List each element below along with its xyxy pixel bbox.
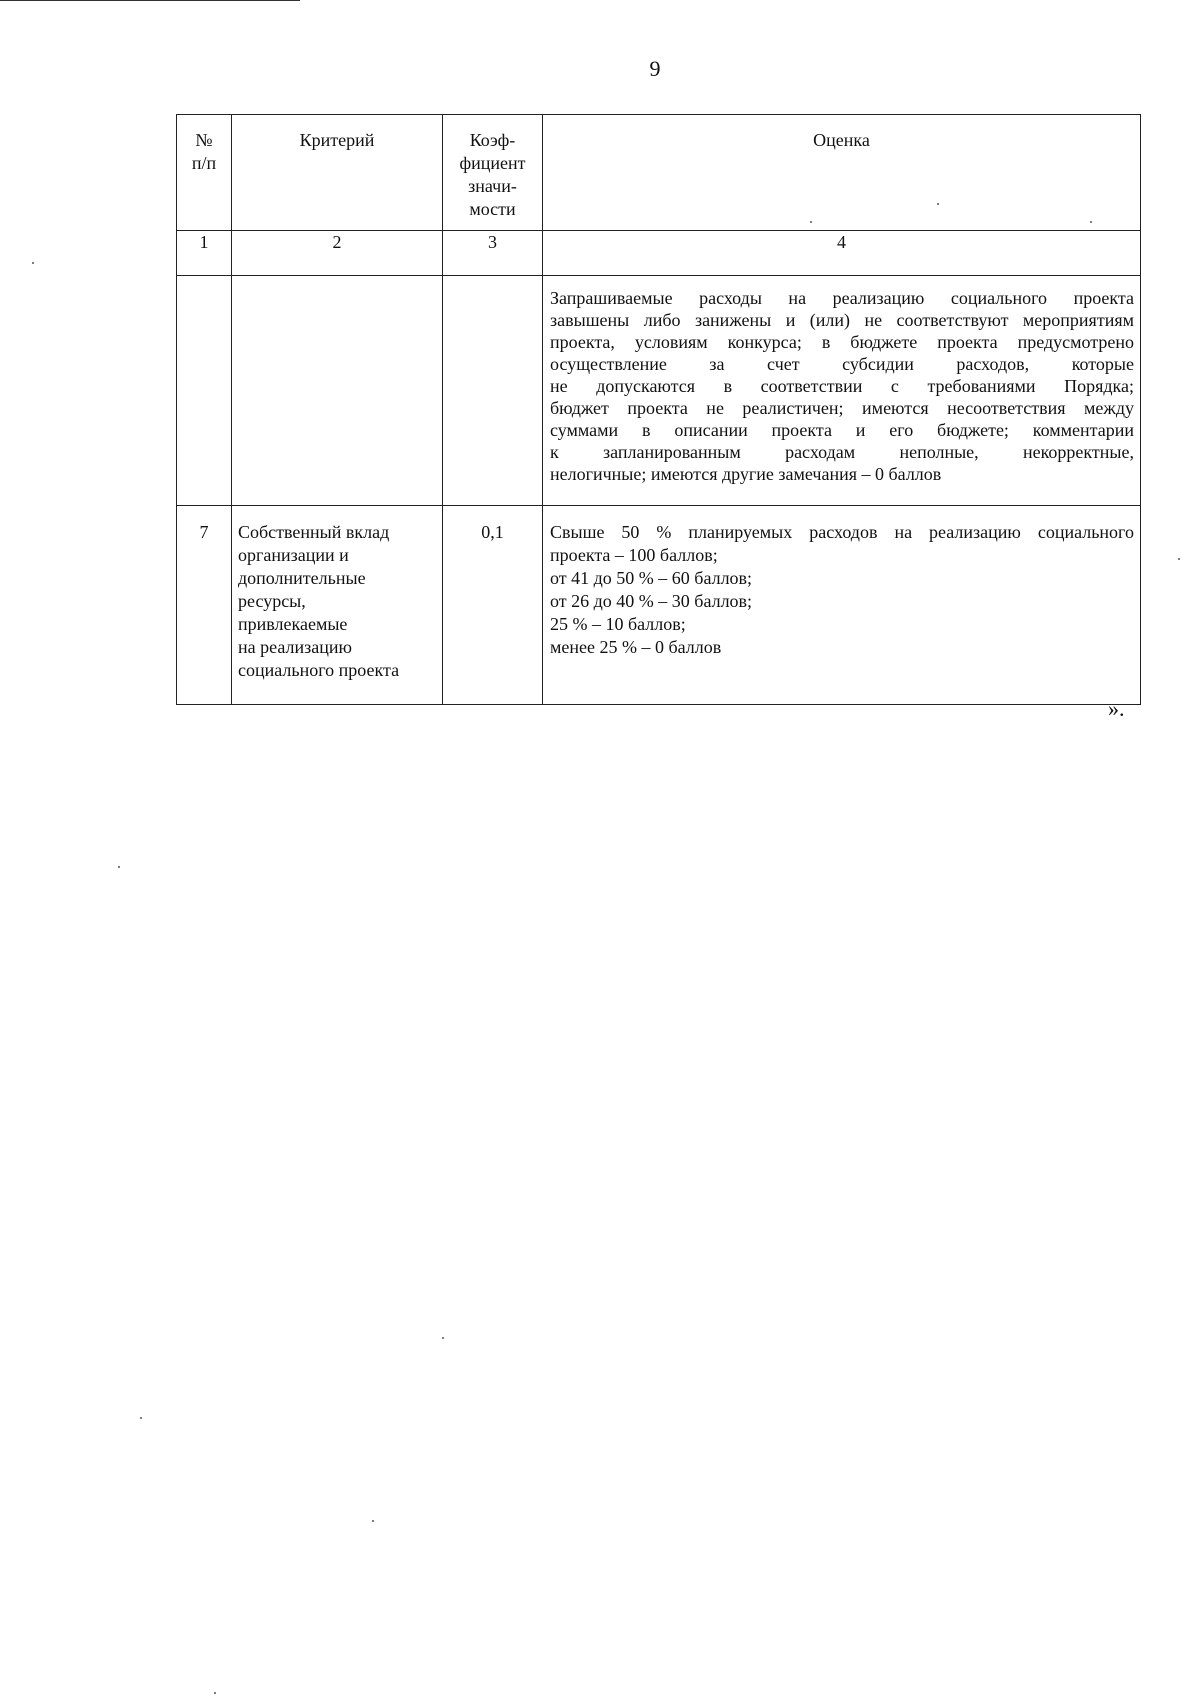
- assessment-line: бюджет проекта не реалистичен; имеются несоответствия между: [550, 398, 1134, 418]
- row-assessment-cell: [543, 506, 1141, 705]
- criterion-line: Собственный вклад: [238, 522, 390, 542]
- closing-quote-mark: ».: [1108, 696, 1125, 721]
- criterion-line: организации и: [238, 545, 349, 565]
- assessment-line: завышены либо занижены и (или) не соответствуют мероприятиям: [550, 310, 1134, 330]
- header-coefficient-line: Коэф-: [469, 130, 516, 150]
- scan-speck: [442, 1337, 444, 1339]
- assessment-line: от 26 до 40 % – 30 баллов;: [550, 591, 753, 611]
- assessment-line: не допускаются в соответствии с требованиями Порядка;: [550, 376, 1134, 396]
- criterion-line: ресурсы,: [238, 591, 306, 611]
- scan-speck: [32, 262, 34, 264]
- header-criterion: [232, 115, 443, 231]
- table-header-row: [177, 115, 1141, 231]
- header-coefficient-line: фициент: [459, 153, 526, 173]
- column-index: 1: [177, 231, 232, 276]
- assessment-line: Свыше 50 % планируемых расходов на реализацию социального: [550, 522, 1134, 542]
- table-row-continued: [177, 276, 1141, 506]
- scan-speck: [1090, 221, 1092, 223]
- column-index: 3: [443, 231, 543, 276]
- scan-speck: [140, 1417, 142, 1419]
- criterion-line: привлекаемые: [238, 614, 348, 634]
- header-coefficient: [443, 115, 543, 231]
- criterion-line: социального проекта: [238, 660, 400, 680]
- header-num: [177, 115, 232, 231]
- row-criterion-cell: [232, 276, 443, 506]
- header-assessment: [543, 115, 1141, 231]
- scan-speck: [810, 221, 812, 223]
- row-criterion-cell: [232, 506, 443, 705]
- criterion-line: на реализацию: [238, 637, 352, 657]
- column-index: 4: [543, 231, 1141, 276]
- assessment-line: 25 % – 10 баллов;: [550, 614, 686, 634]
- row-assessment-cell: [543, 276, 1141, 506]
- criteria-table: [176, 114, 1141, 705]
- criterion-line: дополнительные: [238, 568, 366, 588]
- scan-speck: [118, 866, 120, 868]
- assessment-line: проекта, условиям конкурса; в бюджете проекта предусмотрено: [550, 332, 1134, 352]
- assessment-line: Запрашиваемые расходы на реализацию социального проекта: [550, 288, 1134, 308]
- header-criterion-label: Критерий: [299, 130, 375, 150]
- assessment-line: нелогичные; имеются другие замечания – 0 баллов: [550, 464, 942, 484]
- row-num-cell: [177, 276, 232, 506]
- row-coefficient-cell: 0,1: [443, 506, 543, 705]
- assessment-line: менее 25 % – 0 баллов: [550, 637, 722, 657]
- column-index: 2: [232, 231, 443, 276]
- scan-speck: [372, 1520, 374, 1522]
- scan-speck: [214, 1692, 216, 1694]
- header-num-line: №: [195, 130, 213, 150]
- row-num-cell: 7: [177, 506, 232, 705]
- top-edge-rule: [0, 0, 300, 1]
- scan-speck: [1178, 558, 1180, 560]
- header-assessment-label: Оценка: [813, 130, 870, 150]
- assessment-line: осуществление за счет субсидии расходов, которые: [550, 354, 1134, 374]
- table-row-7: [177, 506, 1141, 705]
- column-index-row: [177, 231, 1141, 276]
- header-num-line: п/п: [191, 153, 217, 173]
- scan-speck: [937, 203, 939, 205]
- row-coefficient-cell: [443, 276, 543, 506]
- assessment-line: к запланированным расходам неполные, некорректные,: [550, 442, 1134, 462]
- assessment-line: от 41 до 50 % – 60 баллов;: [550, 568, 753, 588]
- header-coefficient-line: значи-: [468, 176, 517, 196]
- assessment-line: проекта – 100 баллов;: [550, 545, 718, 565]
- assessment-line: суммами в описании проекта и его бюджете; комментарии: [550, 420, 1134, 440]
- header-coefficient-line: мости: [469, 199, 516, 219]
- page-number: 9: [649, 56, 661, 81]
